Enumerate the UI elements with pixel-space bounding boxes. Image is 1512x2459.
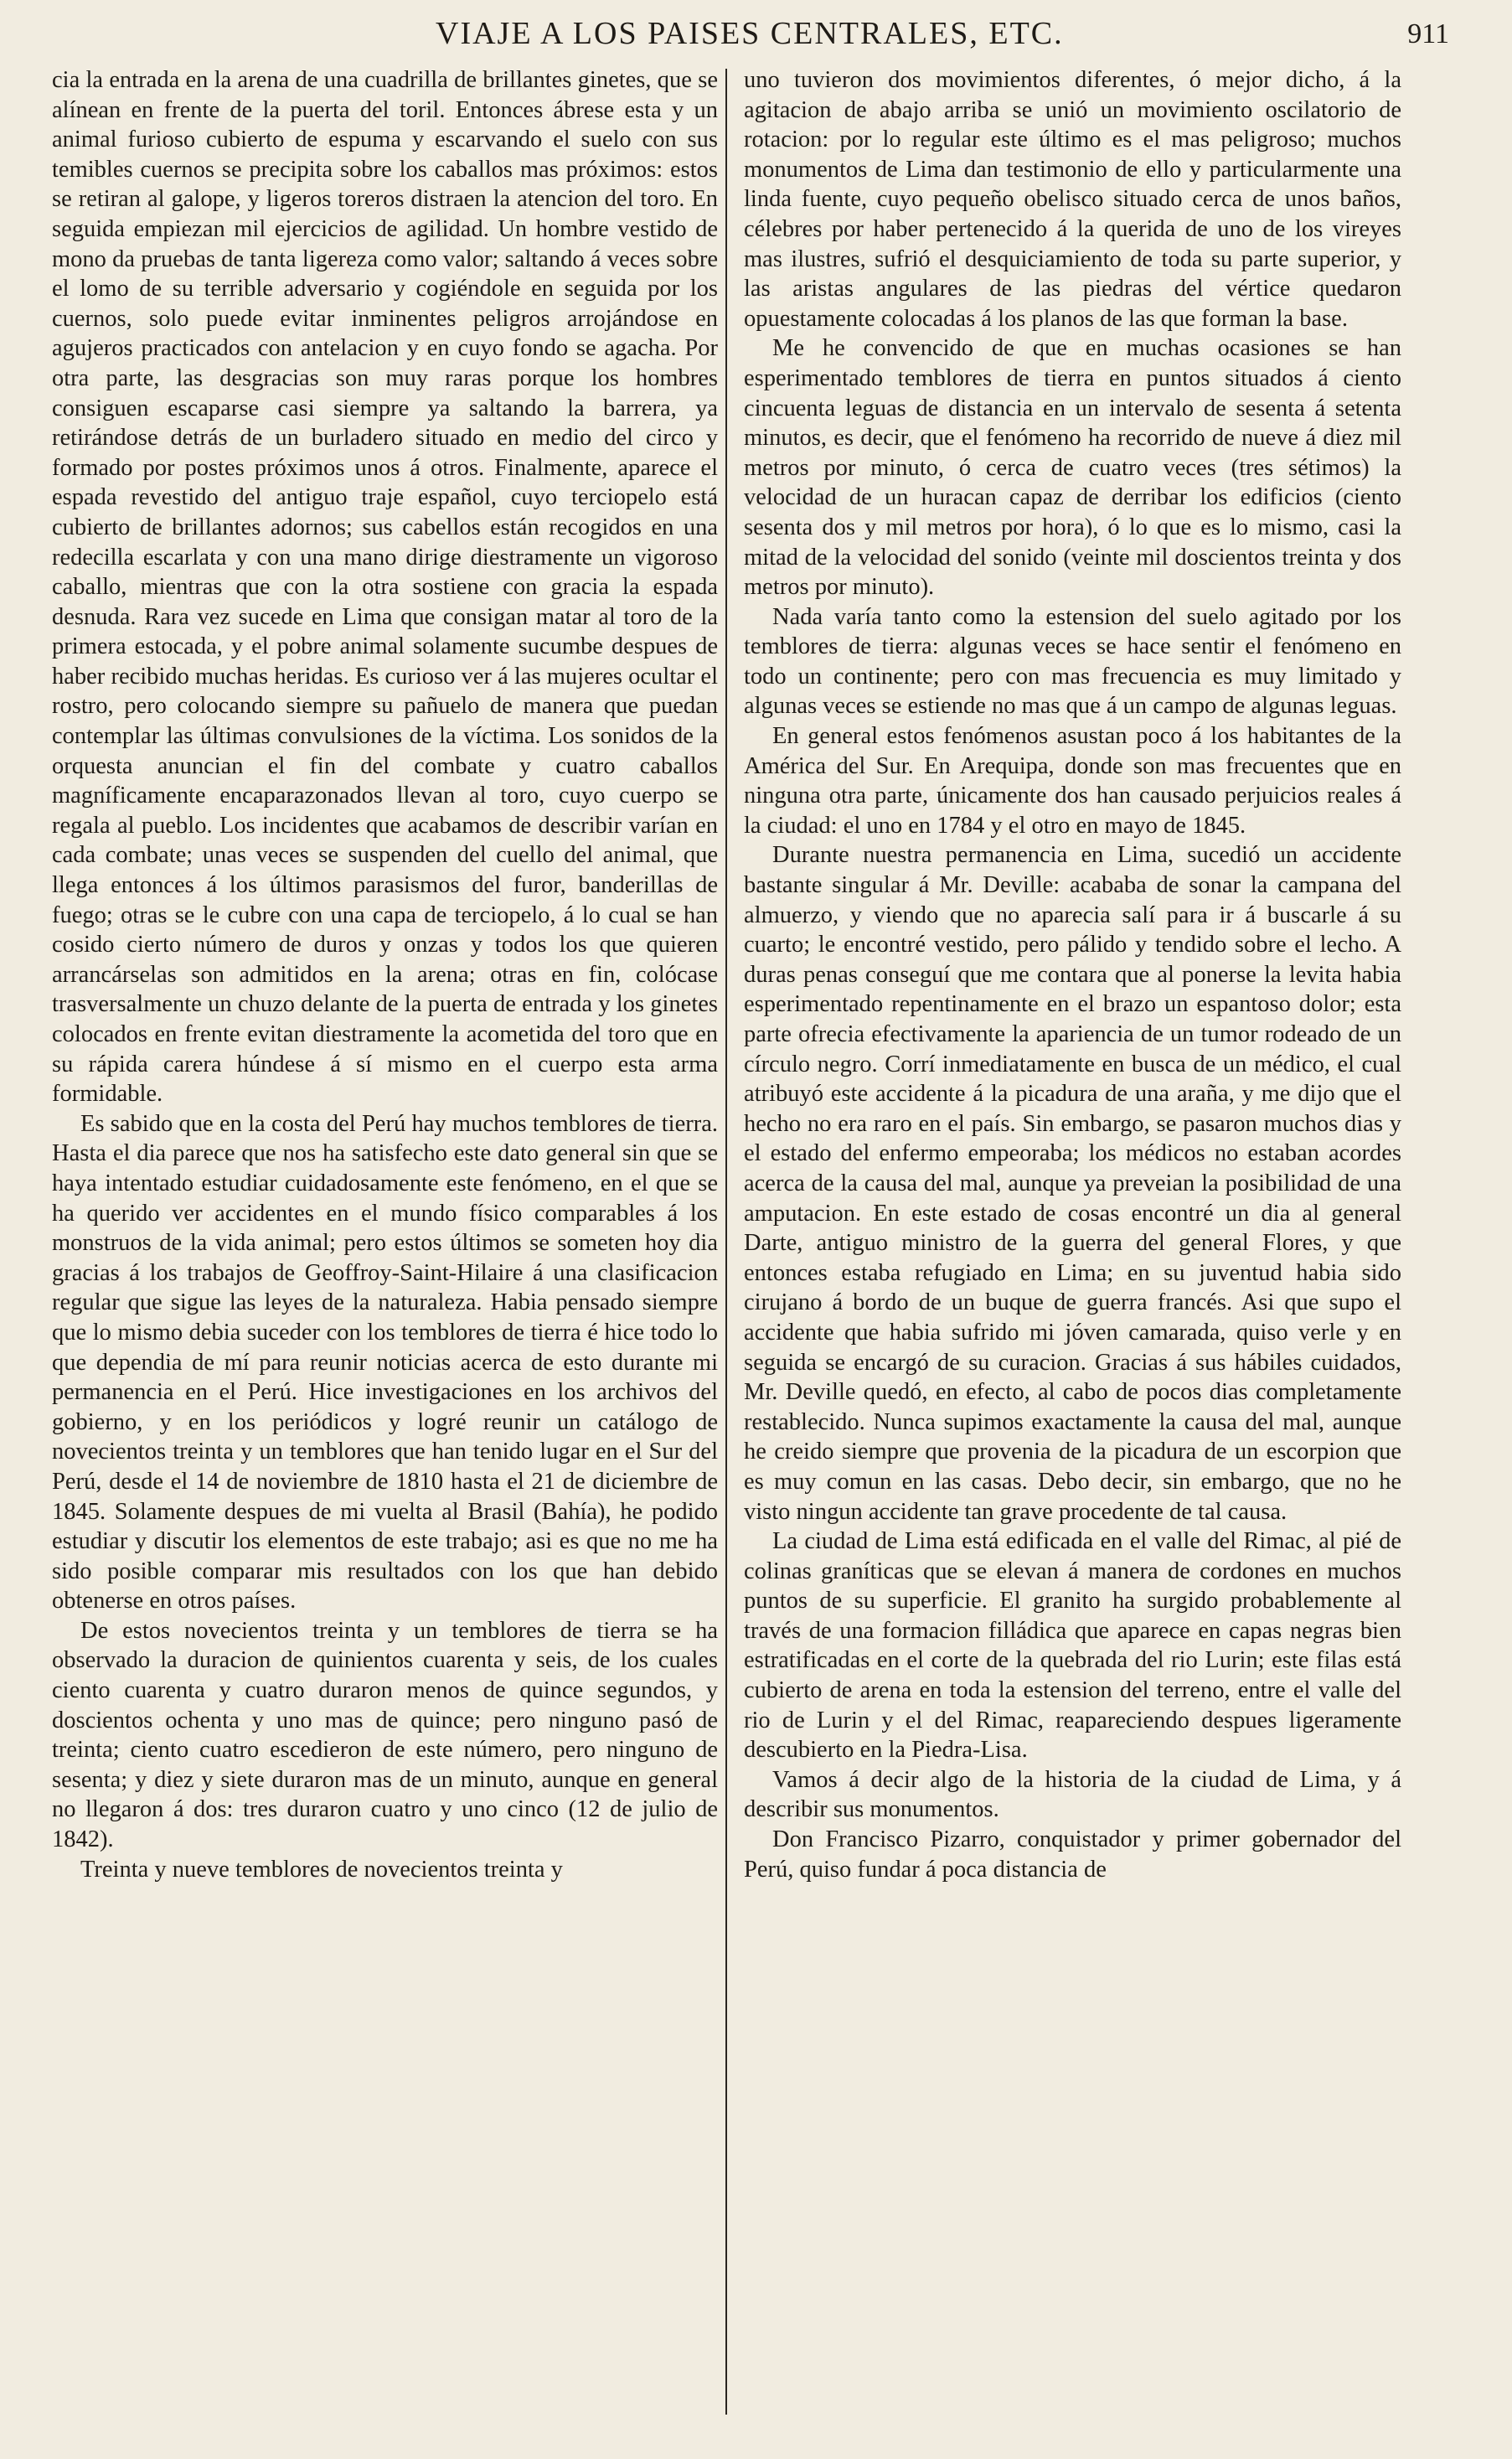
page-number: 911 bbox=[1407, 18, 1449, 49]
paragraph: Nada varía tanto como la estension del suelo agitado por los temblores de tierra: algunas veces se hace sentir el fenómeno en todo un continente; pero con mas frecuencia es muy limitado y algunas veces se estiende no mas que á un campo de algunas leguas. bbox=[744, 603, 1401, 720]
paragraph: Me he convencido de que en muchas ocasiones se han esperimentado temblores de tierra en puntos situados á ciento cincuenta leguas de distancia en un intervalo de sesenta á setenta minutos, es decir, que el fenómeno ha recorrido de nueve á diez mil metros por minuto, ó cerca de cuatro veces (tres sétimos) la velocidad de un huracan capaz de derribar los edificios (ciento sesenta dos y mil metros por hora), ó lo que es lo mismo, casi la mitad de la velocidad del sonido (veinte mil doscientos treinta y dos metros por minuto). bbox=[744, 335, 1401, 601]
paragraph: La ciudad de Lima está edificada en el valle del Rimac, al pié de colinas graníticas que se elevan á manera de cordones en muchos puntos de su superficie. El granito ha surgido probablemente al través de una formacion filládica que aparece en capas negras bien estratificadas en el corte de la quebrada del rio Lurin; este filas está cubierto de arena en toda la estension del terreno, entre el valle del rio de Lurin y el del Rimac, reapareciendo despues ligeramente descubierto en la Piedra-Lisa. bbox=[744, 1528, 1401, 1764]
paragraph: En general estos fenómenos asustan poco á los habitantes de la América del Sur. En Arequipa, donde son mas frecuentes que en ninguna otra parte, únicamente dos han causado perjuicios reales á la ciudad: el uno en 1784 y el otro en mayo de 1845. bbox=[744, 723, 1401, 839]
paragraph: Treinta y nueve temblores de novecientos treinta y bbox=[80, 1856, 563, 1883]
left-column bbox=[52, 65, 718, 2441]
paragraph: cia la entrada en la arena de una cuadrilla de brillantes ginetes, que se alínean en frente de la puerta del toril. Entonces ábrese esta y un animal furioso cubierto de espuma y escarvando el suelo con sus temibles cuernos se precipita sobre los caballos mas próximos: estos se retiran al galope, y ligeros toreros distraen la atencion del toro. En seguida empiezan mil ejercicios de agilidad. Un hombre vestido de mono da pruebas de tanta ligereza como valor; saltando á veces sobre el lomo de su terrible adversario y cogiéndole en seguida por los cuernos, solo puede evitar inminentes peligros arrojándose en agujeros practicados con antelacion y en cuyo fondo se agacha. Por otra parte, las desgracias son muy raras porque los hombres consiguen escaparse casi siempre ya saltando la barrera, ya retirándose detrás de un burladero situado en medio del circo y formado por postes próximos unos á otros. Finalmente, aparece el espada revestido del antiguo traje español, cuyo terciopelo está cubierto de brillantes adornos; sus cabellos están recogidos en una redecilla escarlata y con una mano dirige diestramente un vigoroso caballo, mientras que con la otra sostiene con gracia la espada desnuda. Rara vez sucede en Lima que consigan matar al toro de la primera estocada, y el pobre animal solamente sucumbe despues de haber recibido muchas heridas. Es curioso ver á las mujeres ocultar el rostro, pero colocando siempre su pañuelo de manera que puedan contemplar las últimas convulsiones de la víctima. Los sonidos de la orquesta anuncian el fin del combate y cuatro caballos magníficamente encaparazonados llevan al toro, cuyo cuerpo se regala al pueblo. Los incidentes que acabamos de describir varían en cada combate; unas veces se suspenden del cuello del animal, que llega entonces á los últimos parasismos del furor, banderillas de fuego; otras se le cubre con una capa de terciopelo, á lo cual se han cosido cierto número de duros y onzas y todos los que quieren arrancárselas son admitidos en la arena; otras en fin, colócase trasversalmente un chuzo delante de la puerta de entrada y los ginetes colocados en frente evitan diestramente la acometida del toro que en su rápida carera húndese á sí mismo en el cuerpo esta arma formidable. bbox=[52, 67, 718, 1108]
paragraph: Vamos á decir algo de la historia de la ciudad de Lima, y á describir sus monumentos. bbox=[744, 1766, 1401, 1823]
paragraph: Es sabido que en la costa del Perú hay muchos temblores de tierra. Hasta el dia parece que nos ha satisfecho este dato general sin que se haya intentado estudiar cuidadosamente este fenómeno, en el que se ha querido ver accidentes en el mundo físico comparables á los monstruos de la vida animal; pero estos últimos se someten hoy dia gracias á los trabajos de Geoffroy-Saint-Hilaire á una clasificacion regular que sigue las leyes de la naturaleza. Habia pensado siempre que lo mismo debia suceder con los temblores de tierra é hice todo lo que dependia de mí para reunir noticias acerca de esto durante mi permanencia en el Perú. Hice investigaciones en los archivos del gobierno, y en los periódicos y logré reunir un catálogo de novecientos treinta y un temblores que han tenido lugar en el Sur del Perú, desde el 14 de noviembre de 1810 hasta el 21 de diciembre de 1845. Solamente despues de mi vuelta al Brasil (Bahía), he podido estudiar y discutir los elementos de este trabajo; asi es que no me ha sido posible comparar mis resultados con los que han debido obtenerse en otros países. bbox=[52, 1110, 718, 1614]
header-title: VIAJE A LOS PAISES CENTRALES, ETC. bbox=[436, 16, 1064, 51]
paragraph: uno tuvieron dos movimientos diferentes, ó mejor dicho, á la agitacion de abajo arriba se unió un movimiento oscilatorio de rotacion: por lo regular este último es el mas peligroso; muchos monumentos de Lima dan testimonio de ello y particularmente una linda fuente, cuyo pequeño obelisco situado cerca de unos baños, célebres por haber pertenecido á la querida de uno de los vireyes mas ilustres, sufrió el desquiciamiento de toda su parte superior, y las aristas angulares de las piedras del vértice quedaron opuestamente colocadas á los planos de las que forman la base. bbox=[744, 67, 1401, 332]
paragraph: Durante nuestra permanencia en Lima, sucedió un accidente bastante singular á Mr. Deville: acababa de sonar la campana del almuerzo, y viendo que no aparecia salí para ir á buscarle á su cuarto; le encontré vestido, pero pálido y tendido sobre el lecho. A duras penas conseguí que me contara que al ponerse la levita habia esperimentado repentinamente en el brazo un espantoso dolor; esta parte ofrecia efectivamente la apariencia de un tumor rodeado de un círculo negro. Corrí inmediatamente en busca de un médico, el cual atribuyó este accidente á la picadura de una araña, y me dijo que el hecho no era raro en el país. Sin embargo, se pasaron muchos dias y el estado del enfermo empeoraba; los médicos no estaban acordes acerca de la causa del mal, aunque ya preveian la posibilidad de una amputacion. En este estado de cosas encontré un dia al general Darte, antiguo ministro de la guerra del general Flores, y que entonces estaba refugiado en Lima; en su juventud habia sido cirujano á bordo de un buque de guerra francés. Asi que supo el accidente que habia sufrido mi jóven camarada, quiso verle y en seguida se encargó de su curacion. Gracias á sus hábiles cuidados, Mr. Deville quedó, en efecto, al cabo de pocos dias completamente restablecido. Nunca supimos exactamente la causa del mal, aunque he creido siempre que provenia de la picadura de un escorpion que es muy comun en las casas. Debo decir, sin embargo, que no he visto ningun accidente tan grave procedente de tal causa. bbox=[744, 842, 1401, 1525]
paragraph: Don Francisco Pizarro, conquistador y primer gobernador del Perú, quiso fundar á poca distancia de bbox=[744, 1826, 1401, 1883]
column-divider bbox=[725, 69, 727, 2415]
paragraph: De estos novecientos treinta y un temblores de tierra se ha observado la duracion de quinientos cuarenta y seis, de los cuales ciento cuarenta y cuatro duraron menos de quince segundos, y doscientos ochenta y uno mas de quince; pero ninguno pasó de treinta; ciento cuatro escedieron de este número, pero ninguno de sesenta; y diez y siete duraron mas de un minuto, aunque en general no llegaron á dos: tres duraron cuatro y uno cinco (12 de julio de 1842). bbox=[52, 1617, 718, 1853]
right-column bbox=[744, 65, 1401, 2441]
running-header bbox=[0, 15, 1512, 65]
